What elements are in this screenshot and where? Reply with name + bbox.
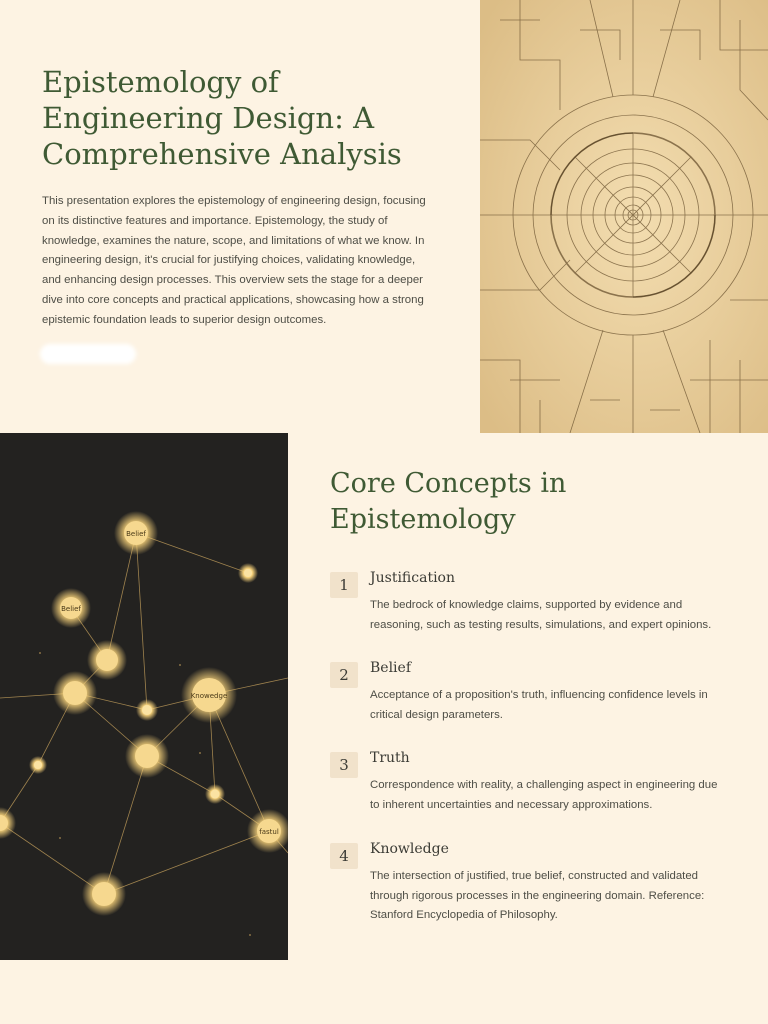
knowledge-network-image	[0, 433, 288, 960]
hero-title: Epistemology of Engineering Design: A Comprehensive Analysis	[42, 65, 402, 171]
concept-number: 1	[330, 572, 358, 598]
node-label-fastul: fastul	[259, 828, 279, 836]
concept-number: 2	[330, 662, 358, 688]
core-concepts-title: Core Concepts in Epistemology	[330, 468, 567, 535]
node-label-belief-top: Belief	[126, 530, 146, 538]
concept-description: The intersection of justified, true belief, constructed and validated through rigorous processes in the engineering domain. Reference: Stanford Encyclopedia of Philosophy.	[370, 870, 705, 921]
redacted-element	[40, 344, 136, 364]
blueprint-circuit-image	[480, 0, 768, 433]
node-label-knowledge: Knowedge	[190, 692, 228, 700]
concept-number: 3	[330, 752, 358, 778]
node-label-belief-left: Belief	[61, 605, 81, 613]
hero-description: This presentation explores the epistemology of engineering design, focusing on its distinctive features and importance. Epistemology, the study of knowledge, examines the nature, scope, and limitations of what we know. In engineering design, it's crucial for justifying choices, validating knowledge, and enhancing design processes. This overview sets the stage for a deeper dive into core concepts and practical applications, showcasing how a strong epistemic foundation leads to superior design outcomes.	[42, 195, 426, 326]
concept-title: Truth	[370, 750, 410, 766]
concept-number: 4	[330, 843, 358, 869]
concept-description: The bedrock of knowledge claims, supported by evidence and reasoning, such as testing results, simulations, and expert opinions.	[370, 599, 712, 631]
concept-title: Knowledge	[370, 841, 449, 857]
concept-title: Belief	[370, 660, 411, 676]
concept-description: Acceptance of a proposition's truth, influencing confidence levels in critical design parameters.	[370, 689, 708, 721]
concept-title: Justification	[370, 570, 455, 586]
concept-description: Correspondence with reality, a challenging aspect in engineering due to inherent uncertainties and necessary approximations.	[370, 779, 718, 811]
